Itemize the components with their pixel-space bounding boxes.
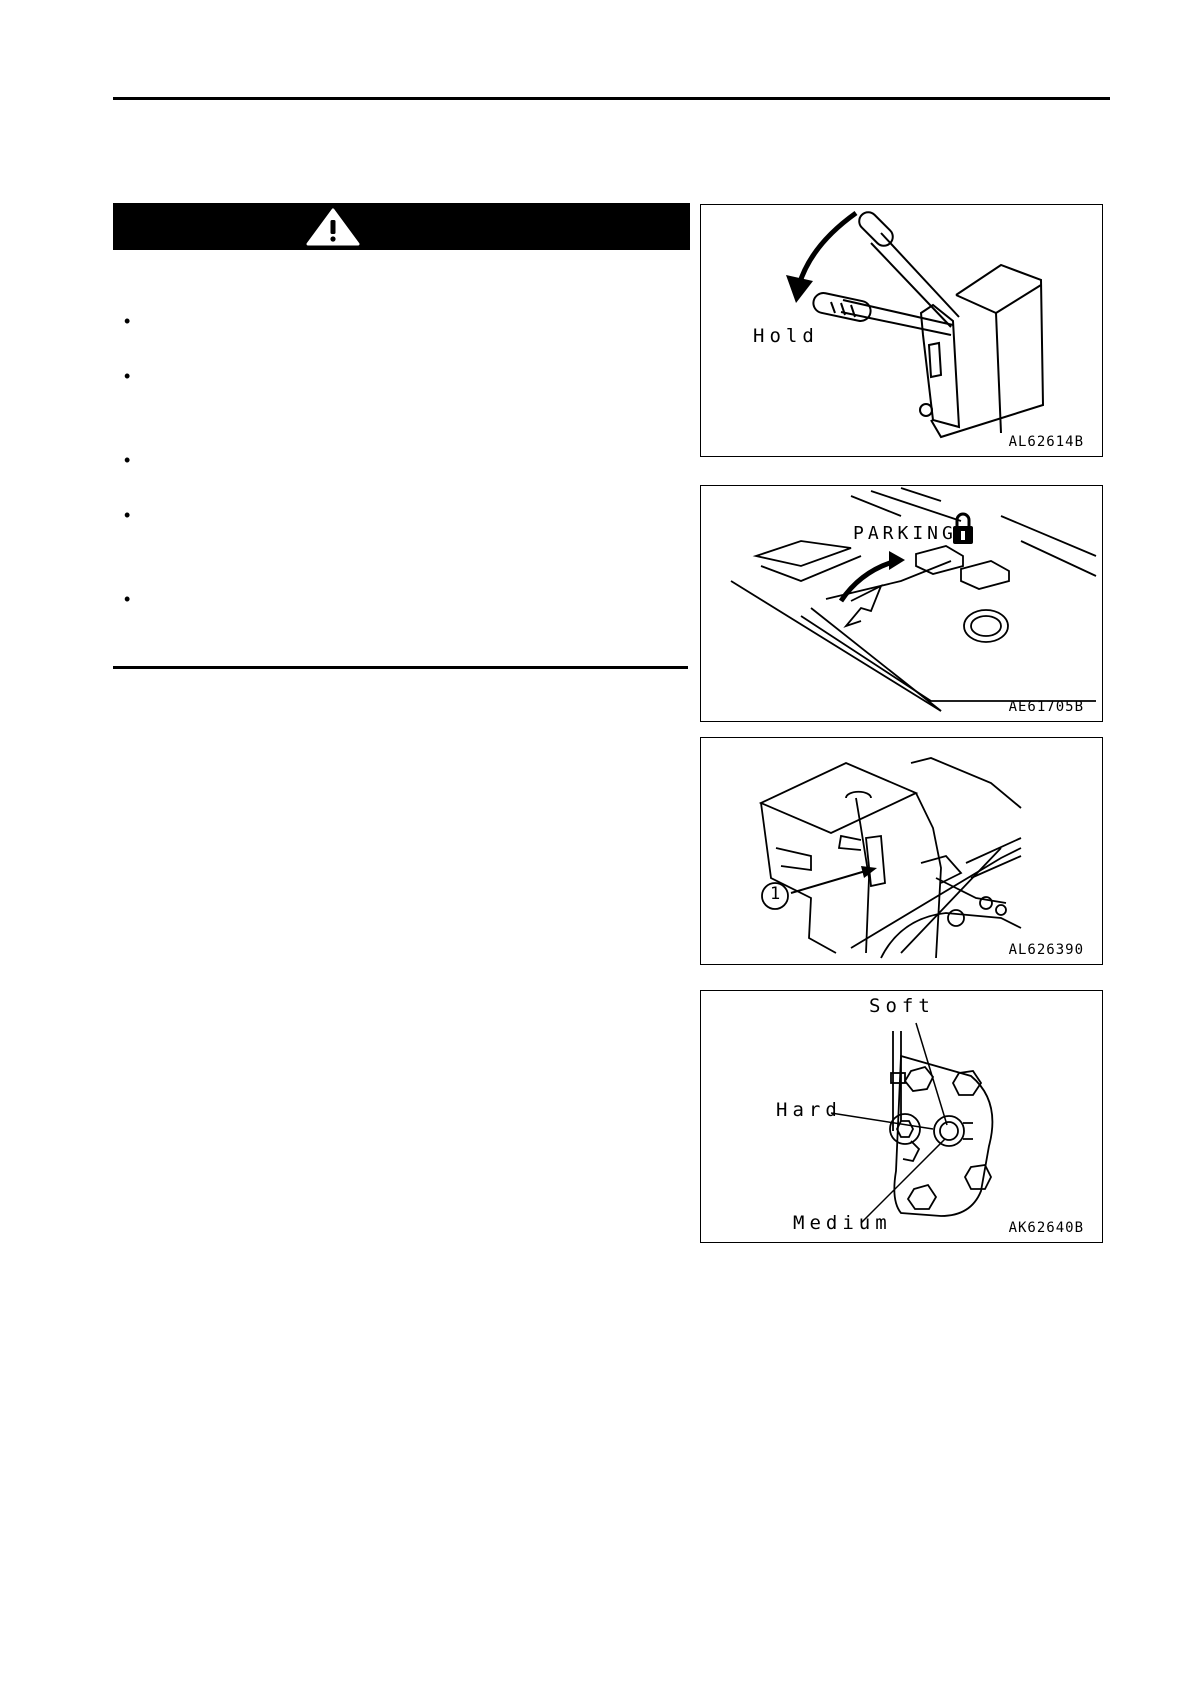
adjuster-illustration [701, 991, 1103, 1243]
figure-code: AE61705B [1008, 699, 1084, 715]
parking-label: PARKING [853, 523, 957, 544]
soft-label: Soft [869, 995, 935, 1017]
callout-number: 1 [770, 884, 781, 904]
figure-lever-hold [700, 204, 1103, 457]
parking-illustration [701, 486, 1103, 722]
figure-code: AL626390 [1008, 942, 1084, 958]
list-bullet: • [124, 450, 131, 470]
warning-banner [113, 203, 690, 250]
medium-label: Medium [793, 1212, 892, 1234]
hard-label: Hard [776, 1099, 842, 1121]
hold-label: Hold [753, 325, 819, 347]
header-rule [113, 97, 1110, 100]
list-bullet: • [124, 366, 131, 386]
figure-component-callout [700, 737, 1103, 965]
list-bullet: • [124, 589, 131, 609]
warning-triangle-icon [303, 207, 363, 247]
section-end-rule [113, 666, 688, 669]
figure-code: AK62640B [1008, 1220, 1084, 1236]
component-illustration [701, 738, 1103, 965]
figure-parking [700, 485, 1103, 722]
list-bullet: • [124, 505, 131, 525]
list-bullet: • [124, 311, 131, 331]
figure-hardness-settings [700, 990, 1103, 1243]
figure-code: AL62614B [1008, 434, 1084, 450]
